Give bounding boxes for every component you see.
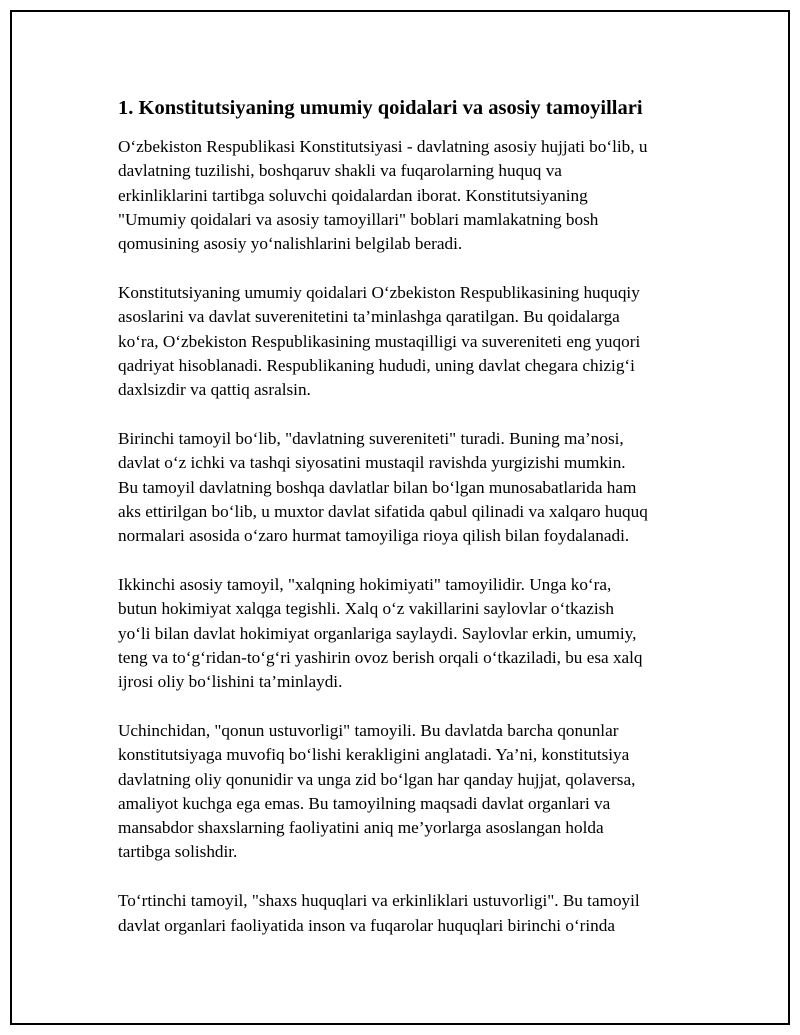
paragraph: [118, 135, 708, 256]
text-line: ijrosi oliy bo‘lishini ta’minlaydi.: [118, 672, 343, 692]
text-line: aks ettirilgan bo‘lib, u muxtor davlat sifatida qabul qilinadi va xalqaro huquq: [118, 501, 648, 521]
paragraph: [118, 427, 708, 548]
text-line: normalari asosida o‘zaro hurmat tamoyiliga rioya qilish bilan foydalanadi.: [118, 526, 630, 546]
text-line: konstitutsiyaga muvofiq bo‘lishi kerakligini anglatadi. Ya’ni, konstitutsiya: [118, 745, 630, 765]
text-line: To‘rtinchi tamoyil, "shaxs huquqlari va erkinliklari ustuvorligi". Bu tamoyil: [118, 891, 640, 911]
text-line: davlat organlari faoliyatida inson va fuqarolar huquqlari birinchi o‘rinda: [118, 915, 616, 935]
text-line: teng va to‘g‘ridan-to‘g‘ri yashirin ovoz berish orqali o‘tkaziladi, bu esa xalq: [118, 647, 643, 667]
text-line: Ikkinchi asosiy tamoyil, "xalqning hokimiyati" tamoyilidir. Unga ko‘ra,: [118, 574, 612, 594]
paragraph: [118, 573, 708, 694]
text-line: asoslarini va davlat suverenitetini ta’minlashga qaratilgan. Bu qoidalarga: [118, 307, 620, 327]
text-line: davlatning oliy qonunidir va unga zid bo‘lgan har qanday hujjat, qolaversa,: [118, 769, 636, 789]
text-line: tartibga solishdir.: [118, 842, 238, 862]
text-line: butun hokimiyat xalqga tegishli. Xalq o‘z vakillarini saylovlar o‘tkazish: [118, 599, 614, 619]
text-line: amaliyot kuchga ega emas. Bu tamoyilning maqsadi davlat organlari va: [118, 793, 611, 813]
text-line: Konstitutsiyaning umumiy qoidalari O‘zbekiston Respublikasining huquqiy: [118, 282, 640, 302]
text-line: erkinliklarini tartibga soluvchi qoidalardan iborat. Konstitutsiyaning: [118, 185, 588, 205]
text-line: Bu tamoyil davlatning boshqa davlatlar bilan bo‘lgan munosabatlarida ham: [118, 477, 637, 497]
text-line: mansabdor shaxslarning faoliyatini aniq me’yorlarga asoslangan holda: [118, 818, 604, 838]
text-line: davlat o‘z ichki va tashqi siyosatini mustaqil ravishda yurgizishi mumkin.: [118, 453, 626, 473]
text-line: O‘zbekiston Respublikasi Konstitutsiyasi - davlatning asosiy hujjati bo‘lib, u: [118, 137, 648, 156]
text-line: qomusining asosiy yo‘nalishlarini belgilab beradi.: [118, 234, 463, 254]
paragraph-list: [118, 135, 708, 938]
text-line: davlatning tuzilishi, boshqaruv shakli va fuqarolarning huquq va: [118, 161, 562, 181]
page-frame: [10, 10, 790, 1025]
text-line: Birinchi tamoyil bo‘lib, "davlatning suvereniteti" turadi. Buning ma’nosi,: [118, 428, 624, 448]
text-line: qadriyat hisoblanadi. Respublikaning hududi, uning davlat chegara chizig‘i: [118, 355, 635, 375]
document-body: [118, 94, 708, 962]
text-line: "Umumiy qoidalari va asosiy tamoyillari" boblari mamlakatning bosh: [118, 209, 599, 229]
text-line: daxlsizdir va qattiq asralsin.: [118, 380, 311, 400]
paragraph: [118, 719, 708, 865]
paragraph: [118, 281, 708, 402]
paragraph: [118, 889, 708, 938]
text-line: yo‘li bilan davlat hokimiyat organlariga saylaydi. Saylovlar erkin, umumiy,: [118, 623, 637, 643]
text-line: ko‘ra, O‘zbekiston Respublikasining mustaqilligi va suvereniteti eng yuqori: [118, 331, 641, 351]
section-heading: 1. Konstitutsiyaning umumiy qoidalari va asosiy tamoyillari: [118, 97, 643, 119]
text-line: Uchinchidan, "qonun ustuvorligi" tamoyili. Bu davlatda barcha qonunlar: [118, 720, 619, 740]
